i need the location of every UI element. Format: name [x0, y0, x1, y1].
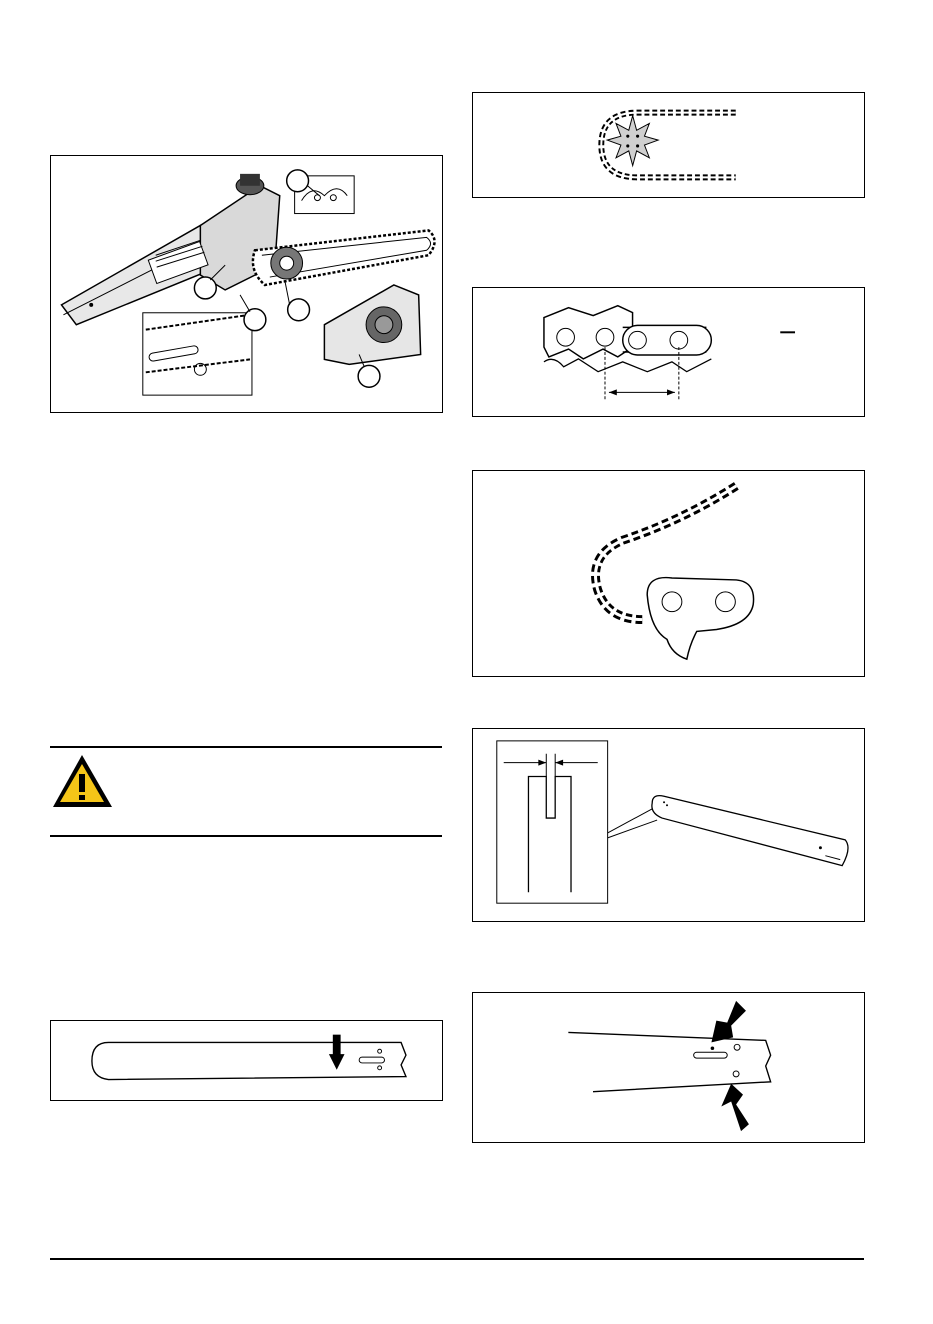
figure-drive-sprocket [472, 92, 865, 198]
footer-rule [50, 1258, 864, 1260]
warning-triangle-icon [50, 752, 115, 810]
bar-arrow-illustration [51, 1021, 442, 1100]
saw-overview-illustration [51, 156, 442, 412]
figure-bar-lubrication-holes [472, 992, 865, 1143]
warning-bottom-rule [50, 835, 442, 837]
bar-lubrication-holes-illustration [473, 993, 864, 1142]
drive-sprocket-illustration [473, 93, 864, 197]
warning-top-rule [50, 746, 442, 748]
figure-saw-overview [50, 155, 443, 413]
chain-pitch-illustration [473, 288, 864, 416]
groove-width-illustration [473, 729, 864, 921]
figure-saw-chain-loop [472, 470, 865, 677]
figure-bar-arrow [50, 1020, 443, 1101]
figure-chain-pitch [472, 287, 865, 417]
saw-chain-loop-illustration [473, 471, 864, 676]
figure-groove-width [472, 728, 865, 922]
